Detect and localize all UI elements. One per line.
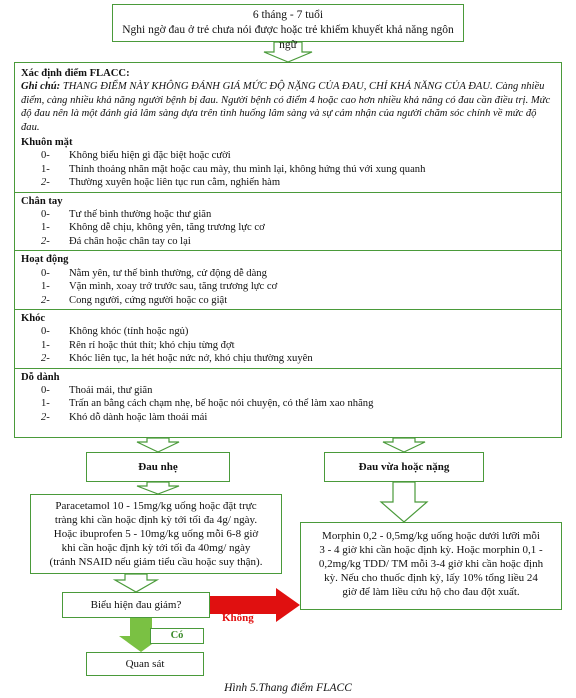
- list-item: [21, 339, 555, 352]
- list-item: [21, 280, 555, 293]
- item-text: Không dễ chịu, không yên, tăng trương lực cơ: [69, 222, 265, 234]
- divider: [15, 250, 561, 251]
- divider: [15, 309, 561, 310]
- item-text: Thỉnh thoảng nhăn mặt hoặc cau mày, thu mình lại, không hứng thú với xung quanh: [69, 163, 426, 175]
- age-range-text: 6 tháng - 7 tuổi: [252, 9, 324, 21]
- treatment-line: 0,2mg/kg TDD/ TM mỗi 3-4 giờ khi cần hoặc định: [318, 558, 544, 570]
- item-text: Rên rỉ hoặc thút thít; khó chịu từng đợt: [69, 339, 235, 351]
- arrow-flacc-to-severe: [383, 438, 425, 452]
- divider: [15, 192, 561, 193]
- list-item: [21, 221, 555, 234]
- item-score: 2-: [41, 411, 50, 423]
- item-score: 0-: [41, 384, 50, 396]
- item-score: 2-: [41, 353, 50, 365]
- item-score: 2-: [41, 294, 50, 306]
- note-label: Ghi chú:: [21, 81, 61, 93]
- list-item: [21, 176, 555, 189]
- divider: [15, 368, 561, 369]
- list-item: [21, 384, 555, 397]
- yes-label: Có: [150, 628, 204, 644]
- paracetamol-treatment-box: [30, 494, 282, 574]
- item-score: 0-: [41, 150, 50, 162]
- suspicion-text: Nghi ngờ đau ở trẻ chưa nói được hoặc trẻ khiếm khuyết khả năng ngôn ngữ: [122, 24, 454, 51]
- arrow-paracetamol-to-question: [115, 574, 157, 592]
- section-title: Khuôn mặt: [21, 137, 73, 149]
- arrow-flacc-to-mild: [137, 438, 179, 452]
- item-text: Cong người, cứng người hoặc co giật: [69, 294, 228, 306]
- arrow-severe-to-morphine: [381, 482, 427, 522]
- pain-reduced-question-box: Biểu hiện đau giảm?: [62, 592, 210, 618]
- section-face: [21, 136, 555, 190]
- section-cry: [21, 312, 555, 366]
- item-text: Không biểu hiện gì đặc biệt hoặc cười: [69, 150, 231, 162]
- item-score: 2-: [41, 177, 50, 189]
- no-label: Không: [222, 612, 254, 624]
- item-score: 1-: [41, 398, 50, 410]
- section-legs: [21, 195, 555, 249]
- treatment-line: giờ để làm liều cứu hộ cho đau đột xuất.: [342, 586, 520, 598]
- treatment-line: kỳ. Nếu cho thuốc định kỳ, lấy 10% tổng liều 24: [324, 572, 538, 584]
- observe-box: Quan sát: [86, 652, 204, 676]
- list-item: [21, 267, 555, 280]
- item-score: 0-: [41, 326, 50, 338]
- section-title: Chân tay: [21, 195, 63, 207]
- item-score: 0-: [41, 267, 50, 279]
- morphine-treatment-box: [300, 522, 562, 610]
- flacc-note: [21, 80, 555, 134]
- item-text: Khóc liên tục, la hét hoặc nức nở, khó chịu thường xuyên: [69, 353, 313, 365]
- item-score: 1-: [41, 163, 50, 175]
- list-item: [21, 352, 555, 365]
- list-item: [21, 208, 555, 221]
- list-item: [21, 294, 555, 307]
- item-score: 1-: [41, 339, 50, 351]
- section-consolability: [21, 371, 555, 425]
- figure-caption: Hình 5.Thang điểm FLACC: [224, 682, 352, 694]
- arrow-mild-to-paracetamol: [137, 482, 179, 494]
- section-title: Hoạt động: [21, 254, 69, 266]
- treatment-line: khi cần hoặc định kỳ tới tối đa 40mg/ ngày: [61, 542, 251, 554]
- section-title: Khóc: [21, 312, 46, 324]
- flacc-heading: Xác định điểm FLACC:: [21, 68, 130, 79]
- mild-pain-box: Đau nhẹ: [86, 452, 230, 482]
- list-item: [21, 397, 555, 410]
- item-text: Thoải mái, thư giãn: [69, 384, 153, 396]
- item-score: 1-: [41, 222, 50, 234]
- item-text: Khó dỗ dành hoặc làm thoải mái: [69, 411, 208, 423]
- treatment-line: tràng khi cần hoặc định kỳ tới tối đa 4g/ ngày.: [54, 514, 258, 526]
- item-score: 0-: [41, 209, 50, 221]
- list-item: [21, 163, 555, 176]
- item-text: Tư thế bình thường hoặc thư giãn: [69, 209, 212, 221]
- item-text: Nằm yên, tư thế bình thường, cử động dễ dàng: [69, 267, 267, 279]
- flacc-scoring-box: [14, 62, 562, 438]
- treatment-line: Paracetamol 10 - 15mg/kg uống hoặc đặt trực: [55, 500, 257, 512]
- item-text: Không khóc (tỉnh hoặc ngủ): [69, 326, 189, 338]
- age-suspicion-box: [112, 4, 464, 51]
- list-item: [21, 325, 555, 338]
- treatment-line: Morphin 0,2 - 0,5mg/kg uống hoặc dưới lưỡi mỗi: [322, 530, 540, 542]
- item-text: Thường xuyên hoặc liên tục run cằm, nghiến hàm: [69, 177, 281, 189]
- section-activity: [21, 253, 555, 307]
- treatment-line: (tránh NSAID nếu giảm tiểu cầu hoặc suy thận).: [49, 556, 263, 568]
- list-item: [21, 411, 555, 424]
- treatment-line: Hoặc ibuprofen 5 - 10mg/kg uống mỗi 6-8 giờ: [53, 528, 259, 540]
- item-text: Trấn an bằng cách chạm nhẹ, bế hoặc nói chuyện, có thể làm xao nhãng: [69, 398, 374, 410]
- section-title: Dỗ dành: [21, 371, 60, 383]
- list-item: [21, 149, 555, 162]
- moderate-severe-pain-box: Đau vừa hoặc nặng: [324, 452, 484, 482]
- item-text: Đá chân hoặc chân tay co lại: [69, 235, 191, 247]
- note-text: THANG ĐIỂM NÀY KHÔNG ĐÁNH GIÁ MỨC ĐỘ NẶNG CỦA ĐAU, CHỈ KHẢ NĂNG CỦA ĐAU. Càng nhiều điểm, càng nhiều khả năng người bệnh bị đau. Người bệnh có điểm 4 hoặc cao hơn nhiều khả năng có đau cần điều trị. Mức độ đau nên là một đánh giá lâm sàng dựa trên tình huống lâm sàng và sự cảm nhận của người chăm sóc chính về mức độ đau.: [21, 81, 551, 133]
- treatment-line: 3 - 4 giờ khi cần hoặc định kỳ. Hoặc morphin 0,1 -: [319, 544, 543, 556]
- list-item: [21, 235, 555, 248]
- item-text: Vặn mình, xoay trở trước sau, tăng trương lực cơ: [69, 281, 278, 293]
- item-score: 2-: [41, 235, 50, 247]
- item-score: 1-: [41, 281, 50, 293]
